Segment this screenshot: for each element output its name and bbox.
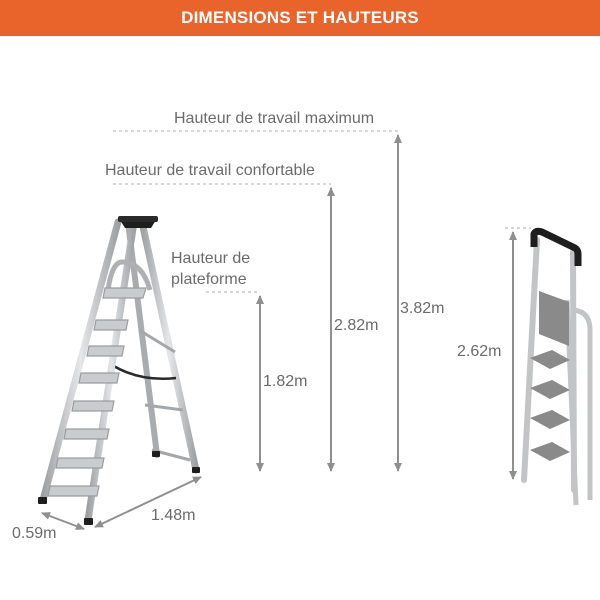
depth-value: 1.48m (151, 507, 196, 524)
platform-height-value: 1.82m (263, 373, 308, 390)
max-height-value: 3.82m (400, 300, 445, 317)
height-arrows (42, 135, 513, 529)
comfortable-height-label: Hauteur de travail confortable (105, 162, 315, 179)
header-title: DIMENSIONS ET HAUTEURS (181, 8, 419, 27)
width-value: 0.59m (12, 525, 57, 542)
platform-height-label-line2: plateforme (171, 271, 247, 288)
folded-height-value: 2.62m (457, 343, 502, 360)
platform-height-label-line1: Hauteur de (171, 250, 251, 267)
comfortable-height-value: 2.82m (334, 317, 379, 334)
folded-stepladder-icon (524, 231, 590, 505)
max-height-label: Hauteur de travail maximum (174, 110, 375, 127)
